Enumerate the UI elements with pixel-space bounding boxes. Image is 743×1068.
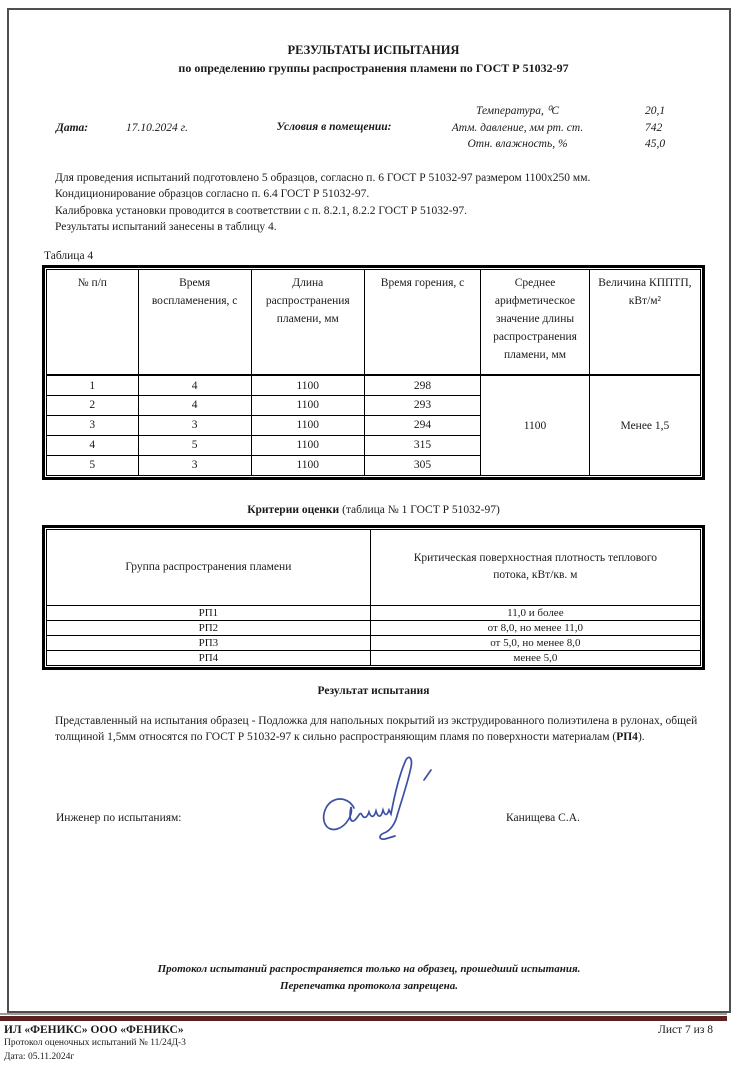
value-cell: менее 5,0 xyxy=(370,650,700,665)
value-cell: от 5,0, но менее 8,0 xyxy=(370,635,700,650)
page-number: Лист 7 из 8 xyxy=(658,1024,713,1036)
handwritten-signature xyxy=(312,750,462,855)
table-cell: 3 xyxy=(138,415,251,435)
condition-value: 20,1 xyxy=(645,105,666,117)
criteria-table-header-row xyxy=(47,529,701,605)
header-cell-kpptp: Величина КППТП, кВт/м² xyxy=(589,270,700,376)
result-text-before: Представленный на испытания образец - Подложка для напольных покрытий из экструдированного полиэтилена в рулонах, общей толщиной 1,5мм относятся по ГОСТ Р 51032-97 к сильно распространяющим пламя по поверхности материалам ( xyxy=(55,714,698,744)
date-label: Дата: xyxy=(56,122,89,134)
table-cell: 1 xyxy=(47,375,139,395)
average-length-cell: 1100 xyxy=(481,375,590,475)
criteria-heading xyxy=(42,504,705,516)
table-row xyxy=(47,375,701,395)
table-cell: 4 xyxy=(138,375,251,395)
date-value: 17.10.2024 г. xyxy=(126,122,188,134)
title-line-1: РЕЗУЛЬТАТЫ ИСПЫТАНИЯ xyxy=(287,43,460,57)
value-cell: от 8,0, но менее 11,0 xyxy=(370,620,700,635)
result-paragraph xyxy=(42,713,705,746)
condition-row-humidity xyxy=(402,136,705,153)
table-cell: 5 xyxy=(47,455,139,475)
page-footer xyxy=(4,1024,727,1064)
group-cell: РП1 xyxy=(47,605,371,620)
table-row xyxy=(47,620,701,635)
value-cell: 11,0 и более xyxy=(370,605,700,620)
intro-line: Для проведения испытаний подготовлено 5 образцов, согласно п. 6 ГОСТ Р 51032-97 размером 1100х250 мм. xyxy=(55,172,591,185)
header-cell-burning-time: Время горения, с xyxy=(364,270,480,376)
criteria-heading-rest: (таблица № 1 ГОСТ Р 51032-97) xyxy=(339,503,500,516)
header-cell-flame-group: Группа распространения пламени xyxy=(47,529,371,605)
table-cell: 1100 xyxy=(251,375,364,395)
group-cell: РП2 xyxy=(47,620,371,635)
table-cell: 294 xyxy=(364,415,480,435)
page-border-frame xyxy=(7,8,731,1013)
document-title xyxy=(42,43,705,76)
result-heading: Результат испытания xyxy=(317,684,430,697)
header-cell-ignition-time: Время воспламенения, с xyxy=(138,270,251,376)
meta-conditions-row xyxy=(42,103,705,153)
result-group-bold: РП4 xyxy=(616,731,638,744)
engineer-role-label: Инженер по испытаниям: xyxy=(56,811,182,824)
results-table-frame xyxy=(42,265,705,480)
document-content xyxy=(42,43,705,848)
table-row xyxy=(47,635,701,650)
table-cell: 293 xyxy=(364,395,480,415)
criteria-table-frame xyxy=(42,525,705,670)
protocol-notice xyxy=(9,961,729,995)
intro-line: Результаты испытаний занесены в таблицу 4. xyxy=(55,221,277,233)
protocol-date: Дата: 05.11.2024г xyxy=(4,1051,75,1062)
table-cell: 3 xyxy=(47,415,139,435)
footer-separator-gray xyxy=(0,1013,727,1015)
result-text-after: ). xyxy=(637,731,645,744)
table-cell: 3 xyxy=(138,455,251,475)
table-cell: 298 xyxy=(364,375,480,395)
table-cell: 1100 xyxy=(251,435,364,455)
title-line-2: по определению группы распространения пламени по ГОСТ Р 51032-97 xyxy=(178,61,569,75)
condition-row-pressure xyxy=(402,120,705,137)
results-table-header-row xyxy=(47,270,701,376)
header-cell-flame-length: Длина распространения пламени, мм xyxy=(251,270,364,376)
table-cell: 4 xyxy=(138,395,251,415)
lab-organization-name: ИЛ «ФЕНИКС» ООО «ФЕНИКС» xyxy=(4,1024,184,1036)
criteria-heading-bold: Критерии оценки xyxy=(247,503,340,516)
intro-line: Калибровка установки проводится в соответствии с п. 8.2.1, 8.2.2 ГОСТ Р 51032-97. xyxy=(55,204,468,217)
condition-value: 742 xyxy=(645,121,663,134)
table4-caption: Таблица 4 xyxy=(44,250,94,263)
group-cell: РП4 xyxy=(47,650,371,665)
condition-row-temperature xyxy=(402,103,705,120)
table-cell: 4 xyxy=(47,435,139,455)
room-conditions-label: Условия в помещении: xyxy=(276,121,392,134)
group-cell: РП3 xyxy=(47,635,371,650)
notice-line-1: Протокол испытаний распространяется только на образец, прошедший испытания. xyxy=(157,962,581,975)
table-cell: 1100 xyxy=(251,395,364,415)
results-table xyxy=(46,269,701,476)
table-cell: 315 xyxy=(364,435,480,455)
table-row xyxy=(47,650,701,665)
criteria-table xyxy=(46,529,701,666)
notice-line-2: Перепечатка протокола запрещена. xyxy=(279,979,459,992)
header-cell-average-length: Среднее арифметическое значение длины распространения пламени, мм xyxy=(481,270,590,376)
footer-separator-red xyxy=(0,1016,727,1021)
engineer-name: Канищева С.А. xyxy=(506,811,580,824)
intro-line: Кондиционирование образцов согласно п. 6.4 ГОСТ Р 51032-97. xyxy=(55,188,370,201)
condition-label: Температура, ⁰С xyxy=(476,105,559,117)
table-row xyxy=(47,605,701,620)
header-cell-number: № п/п xyxy=(47,270,139,376)
conditions-list xyxy=(402,103,705,153)
footer-left xyxy=(4,1024,186,1064)
protocol-number: Протокол оценочных испытаний № 11/24Д-3 xyxy=(4,1038,186,1048)
table-cell: 305 xyxy=(364,455,480,475)
intro-paragraph xyxy=(42,170,705,235)
table-cell: 1100 xyxy=(251,415,364,435)
table-cell: 1100 xyxy=(251,455,364,475)
table-cell: 2 xyxy=(47,395,139,415)
signature-row xyxy=(42,788,705,848)
condition-label: Отн. влажность, % xyxy=(467,138,568,151)
header-cell-critical-density: Критическая поверхностная плотность теплового потока, кВт/кв. м xyxy=(370,529,700,605)
kpptp-value-cell: Менее 1,5 xyxy=(589,375,700,475)
condition-value: 45,0 xyxy=(645,138,666,151)
table-cell: 5 xyxy=(138,435,251,455)
condition-label: Атм. давление, мм рт. ст. xyxy=(451,121,584,134)
